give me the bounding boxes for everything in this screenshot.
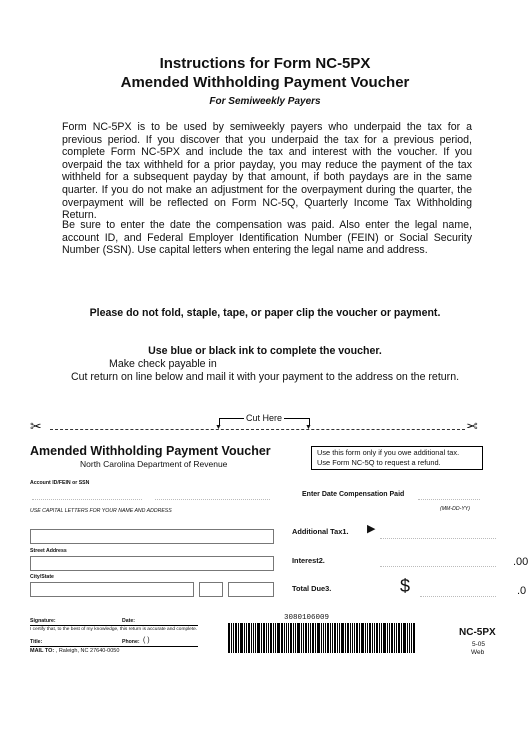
barcode-bar	[334, 623, 336, 653]
barcode-bar	[317, 623, 320, 653]
barcode-bar	[387, 623, 388, 653]
form-revision: 5-05	[472, 641, 486, 648]
barcode-bar	[257, 623, 260, 653]
barcode-bar	[391, 623, 393, 653]
barcode-bar	[255, 623, 256, 653]
state-input[interactable]	[199, 582, 223, 597]
barcode-bar	[345, 623, 346, 653]
barcode-bar	[290, 623, 292, 653]
barcode-bar	[312, 623, 314, 653]
barcode-bar	[325, 623, 326, 653]
barcode-bar	[251, 623, 252, 653]
title-label: Title:	[30, 639, 43, 645]
instructions-title-line1: Instructions for Form NC-5PX	[159, 55, 371, 72]
zip-code-input[interactable]	[228, 582, 274, 597]
city-state-label: City/State	[30, 574, 54, 580]
date-format-hint: (MM-DD-YY)	[440, 506, 470, 512]
barcode-bar	[305, 623, 307, 653]
barcode-bar	[295, 623, 296, 653]
barcode-bar	[413, 623, 415, 653]
voucher-note-line2: Use Form NC-5Q to request a refund.	[317, 458, 441, 467]
barcode-bar	[284, 623, 285, 653]
barcode-bar	[273, 623, 274, 653]
cut-arrow-right-icon: ▼	[305, 424, 312, 431]
barcode-bar	[403, 623, 406, 653]
notice-no-fold: Please do not fold, staple, tape, or paper clip the voucher or payment.	[89, 307, 441, 319]
barcode-bar	[286, 623, 287, 653]
additional-tax-field[interactable]	[380, 538, 496, 539]
barcode-bar	[301, 623, 302, 653]
legal-name-input[interactable]	[30, 529, 274, 544]
barcode-bar	[365, 623, 366, 653]
barcode-bar	[350, 623, 351, 653]
total-due-label: Total Due3.	[292, 584, 332, 593]
mail-to-address: , Raleigh, NC 27640-0050	[55, 648, 120, 654]
barcode-bar	[367, 623, 368, 653]
barcode-bar	[389, 623, 390, 653]
barcode-bar	[352, 623, 353, 653]
signature-date-label: Date:	[122, 618, 135, 624]
account-id-label: Account ID/FEIN or SSN	[30, 480, 90, 486]
dollar-sign: $	[400, 576, 411, 596]
voucher-note-box	[311, 446, 483, 470]
cut-return-text: Cut return on line below and mail it with your payment to the address on the return.	[70, 371, 460, 383]
barcode-bar	[337, 623, 338, 653]
barcode-bar	[394, 623, 395, 653]
barcode-bar	[231, 623, 232, 653]
mail-to-group	[30, 648, 119, 654]
barcode-bar	[303, 623, 304, 653]
barcode-number: 3080106009	[284, 614, 330, 622]
barcode-bar	[315, 623, 316, 653]
total-cents: .0	[517, 585, 527, 597]
barcode-bar	[253, 623, 254, 653]
barcode-bar	[332, 623, 333, 653]
barcode-bar	[308, 623, 309, 653]
scissors-right-icon: ✂	[466, 418, 478, 434]
barcode-bar	[321, 623, 322, 653]
total-due-field[interactable]	[420, 596, 496, 597]
notice-ink: Use blue or black ink to complete the voucher.	[148, 345, 382, 357]
fein-ssn-field[interactable]	[155, 499, 270, 500]
barcode-bar	[323, 623, 324, 653]
barcode-bar	[288, 623, 289, 653]
barcode-bar	[381, 623, 382, 653]
barcode-bar	[261, 623, 262, 653]
city-input[interactable]	[30, 582, 194, 597]
barcode-bar	[233, 623, 234, 653]
interest-label: Interest2.	[292, 556, 325, 565]
cut-here-label: Cut Here	[246, 413, 283, 423]
barcode-bar	[244, 623, 245, 653]
barcode-bar	[330, 623, 331, 653]
barcode-bar	[341, 623, 344, 653]
barcode-bar	[379, 623, 380, 653]
cut-arrow-left-icon: ▼	[215, 424, 222, 431]
instructions-paragraph-1: Form NC-5PX is to be used by semiweekly payers who underpaid the tax for a previous period. If you discover that you underpaid the tax for a previous period, complete Form NC-5PX and include the tax and interest with the voucher. If you overpaid the tax withheld for a prior payday, you may reduce the payment of the tax withheld for a subsequent payday by that amount, if both paydays are in the same quarter. If you do not make an adjustment for the overpayment during the quarter, the overpayment will be reflected on Form NC-5Q, Quarterly Income Tax Withholding Return.	[62, 121, 472, 222]
barcode-bar	[235, 623, 237, 653]
barcode-bar	[356, 623, 358, 653]
barcode-bar	[411, 623, 412, 653]
barcode-bar	[310, 623, 311, 653]
signature-line[interactable]	[30, 625, 198, 626]
certify-text: I certify that, to the best of my knowledge, this return is accurate and complete.	[30, 627, 198, 632]
barcode-bar	[401, 623, 402, 653]
pointer-arrow-icon: ▶	[367, 523, 376, 535]
barcode-bar	[277, 623, 280, 653]
barcode-bar	[248, 623, 250, 653]
barcode-bar	[372, 623, 373, 653]
scissors-left-icon: ✂	[30, 418, 42, 434]
barcode-bar	[376, 623, 378, 653]
barcode-bar	[281, 623, 283, 653]
signature-label: Signature:	[30, 618, 56, 624]
cut-line	[50, 429, 465, 430]
barcode-bar	[327, 623, 329, 653]
barcode-bar	[246, 623, 247, 653]
barcode-bar	[339, 623, 340, 653]
street-address-label: Street Address	[30, 548, 67, 554]
barcode-bar	[398, 623, 400, 653]
barcode-bar	[275, 623, 276, 653]
barcode	[228, 623, 432, 653]
barcode-bar	[359, 623, 360, 653]
instructions-title-line2: Amended Withholding Payment Voucher	[120, 74, 410, 91]
capital-letters-note: USE CAPITAL LETTERS FOR YOUR NAME AND ADDRESS	[30, 508, 172, 514]
street-address-input[interactable]	[30, 556, 274, 571]
barcode-bar	[354, 623, 355, 653]
phone-label: Phone:	[122, 639, 140, 645]
form-id: NC-5PX	[459, 627, 496, 638]
barcode-bar	[240, 623, 243, 653]
barcode-bar	[347, 623, 349, 653]
barcode-bar	[297, 623, 300, 653]
barcode-bar	[238, 623, 239, 653]
additional-tax-label: Additional Tax1.	[292, 527, 349, 536]
barcode-bar	[369, 623, 371, 653]
barcode-bar	[374, 623, 375, 653]
date-compensation-label: Enter Date Compensation Paid	[302, 491, 405, 498]
barcode-bar	[268, 623, 269, 653]
barcode-bar	[407, 623, 408, 653]
account-id-field[interactable]	[32, 499, 142, 500]
barcode-bar	[396, 623, 397, 653]
barcode-bar	[228, 623, 230, 653]
date-compensation-field[interactable]	[418, 499, 480, 500]
check-payable-text: Make check payable in	[109, 358, 217, 370]
voucher-department: North Carolina Department of Revenue	[80, 459, 228, 469]
barcode-bar	[409, 623, 410, 653]
phone-paren: ( )	[143, 637, 150, 644]
mail-to-label: MAIL TO:	[30, 648, 55, 654]
barcode-bar	[263, 623, 265, 653]
interest-cents: .00	[513, 556, 529, 568]
instructions-subtitle: For Semiweekly Payers	[209, 96, 321, 107]
instructions-paragraph-2: Be sure to enter the date the compensation was paid. Also enter the legal name, account ID, and Federal Employer Identification Number (FEIN) or Social Security Number (SSN). Use capital letters when entering the legal name and address.	[62, 219, 472, 257]
form-web: Web	[471, 649, 485, 656]
voucher-title: Amended Withholding Payment Voucher	[30, 444, 271, 458]
barcode-bar	[361, 623, 364, 653]
voucher-note-line1: Use this form only if you owe additional tax.	[317, 448, 460, 457]
barcode-bar	[383, 623, 386, 653]
interest-field[interactable]	[380, 566, 496, 567]
title-phone-line[interactable]	[30, 646, 198, 647]
barcode-bar	[270, 623, 272, 653]
barcode-bar	[293, 623, 294, 653]
barcode-bar	[266, 623, 267, 653]
